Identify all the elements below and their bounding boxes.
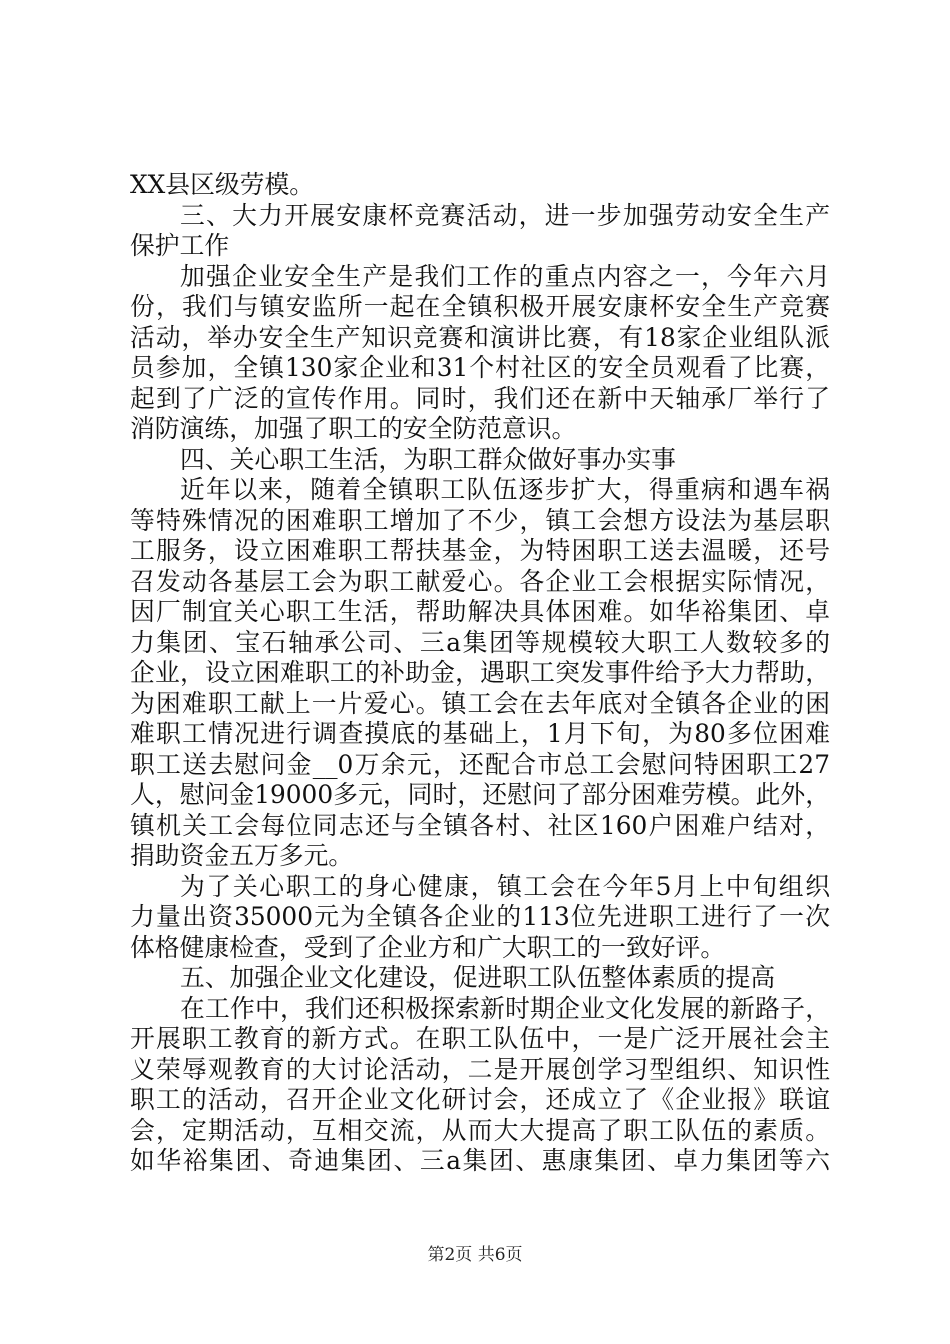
text-line: 力集团、宝石轴承公司、三a集团等规模较大职工人数较多的 [130,627,830,657]
text-line: 为了关心职工的身心健康，镇工会在今年5月上中旬组织 [180,871,830,901]
text-line: 五、加强企业文化建设，促进职工队伍整体素质的提高 [180,963,776,992]
text-line: XX县区级劳模。 [130,170,315,199]
text-line: 体格健康检查，受到了企业方和广大职工的一致好评。 [130,932,726,962]
text-line: 四、关心职工生活，为职工群众做好事办实事 [180,444,676,474]
text-line: 起到了广泛的宣传作用。同时，我们还在新中天轴承厂举行了 [130,383,830,413]
text-line: 三、大力开展安康杯竞赛活动，进一步加强劳动安全生产 [180,200,830,230]
text-line: 职工送去慰问金__0万余元，还配合市总工会慰问特困职工27 [130,749,830,779]
text-line: 义荣辱观教育的大讨论活动，二是开展创学习型组织、知识性 [130,1054,830,1084]
text-line: 力量出资35000元为全镇各企业的113位先进职工进行了一次 [130,902,830,931]
text-line: 会，定期活动，互相交流，从而大大提高了职工队伍的素质。 [130,1115,830,1145]
text-line: 份，我们与镇安监所一起在全镇积极开展安康杯安全生产竞赛 [130,292,830,321]
text-line: 开展职工教育的新方式。在职工队伍中，一是广泛开展社会主 [130,1024,830,1053]
text-line: 企业，设立困难职工的补助金，遇职工突发事件给予大力帮助， [130,658,830,687]
text-line: 在工作中，我们还积极探索新时期企业文化发展的新路子， [180,993,830,1023]
text-line: 工服务，设立困难职工帮扶基金，为特困职工送去温暖，还号 [130,536,830,565]
text-line: 近年以来，随着全镇职工队伍逐步扩大，得重病和遇车祸 [180,475,830,504]
text-line: 召发动各基层工会为职工献爱心。各企业工会根据实际情况， [130,566,830,596]
text-line: 保护工作 [130,231,230,260]
text-line: 镇机关工会每位同志还与全镇各村、社区160户困难户结对， [130,810,830,840]
text-line: 因厂制宜关心职工生活，帮助解决具体困难。如华裕集团、卓 [130,597,830,626]
text-line: 为困难职工献上一片爱心。镇工会在去年底对全镇各企业的困 [130,688,830,718]
text-line: 员参加，全镇130家企业和31个村社区的安全员观看了比赛， [130,353,830,382]
text-line: 加强企业安全生产是我们工作的重点内容之一，今年六月 [180,261,830,291]
text-line: 消防演练，加强了职工的安全防范意识。 [130,414,577,443]
page-footer: 第2页 共6页 [427,1245,523,1265]
text-line: 职工的活动，召开企业文化研讨会，还成立了《企业报》联谊 [130,1085,830,1114]
text-line: 如华裕集团、奇迪集团、三a集团、惠康集团、卓力集团等六 [130,1146,830,1175]
text-line: 活动，举办安全生产知识竞赛和演讲比赛，有18家企业组队派 [130,322,830,352]
text-line: 捐助资金五万多元。 [130,841,354,870]
document-body [130,170,830,1177]
text-line: 等特殊情况的困难职工增加了不少，镇工会想方设法为基层职 [130,505,830,535]
text-line: 难职工情况进行调查摸底的基础上，1月下旬，为80多位困难 [130,719,830,748]
text-line: 人，慰问金19000多元，同时，还慰问了部分困难劳模。此外， [130,780,830,809]
